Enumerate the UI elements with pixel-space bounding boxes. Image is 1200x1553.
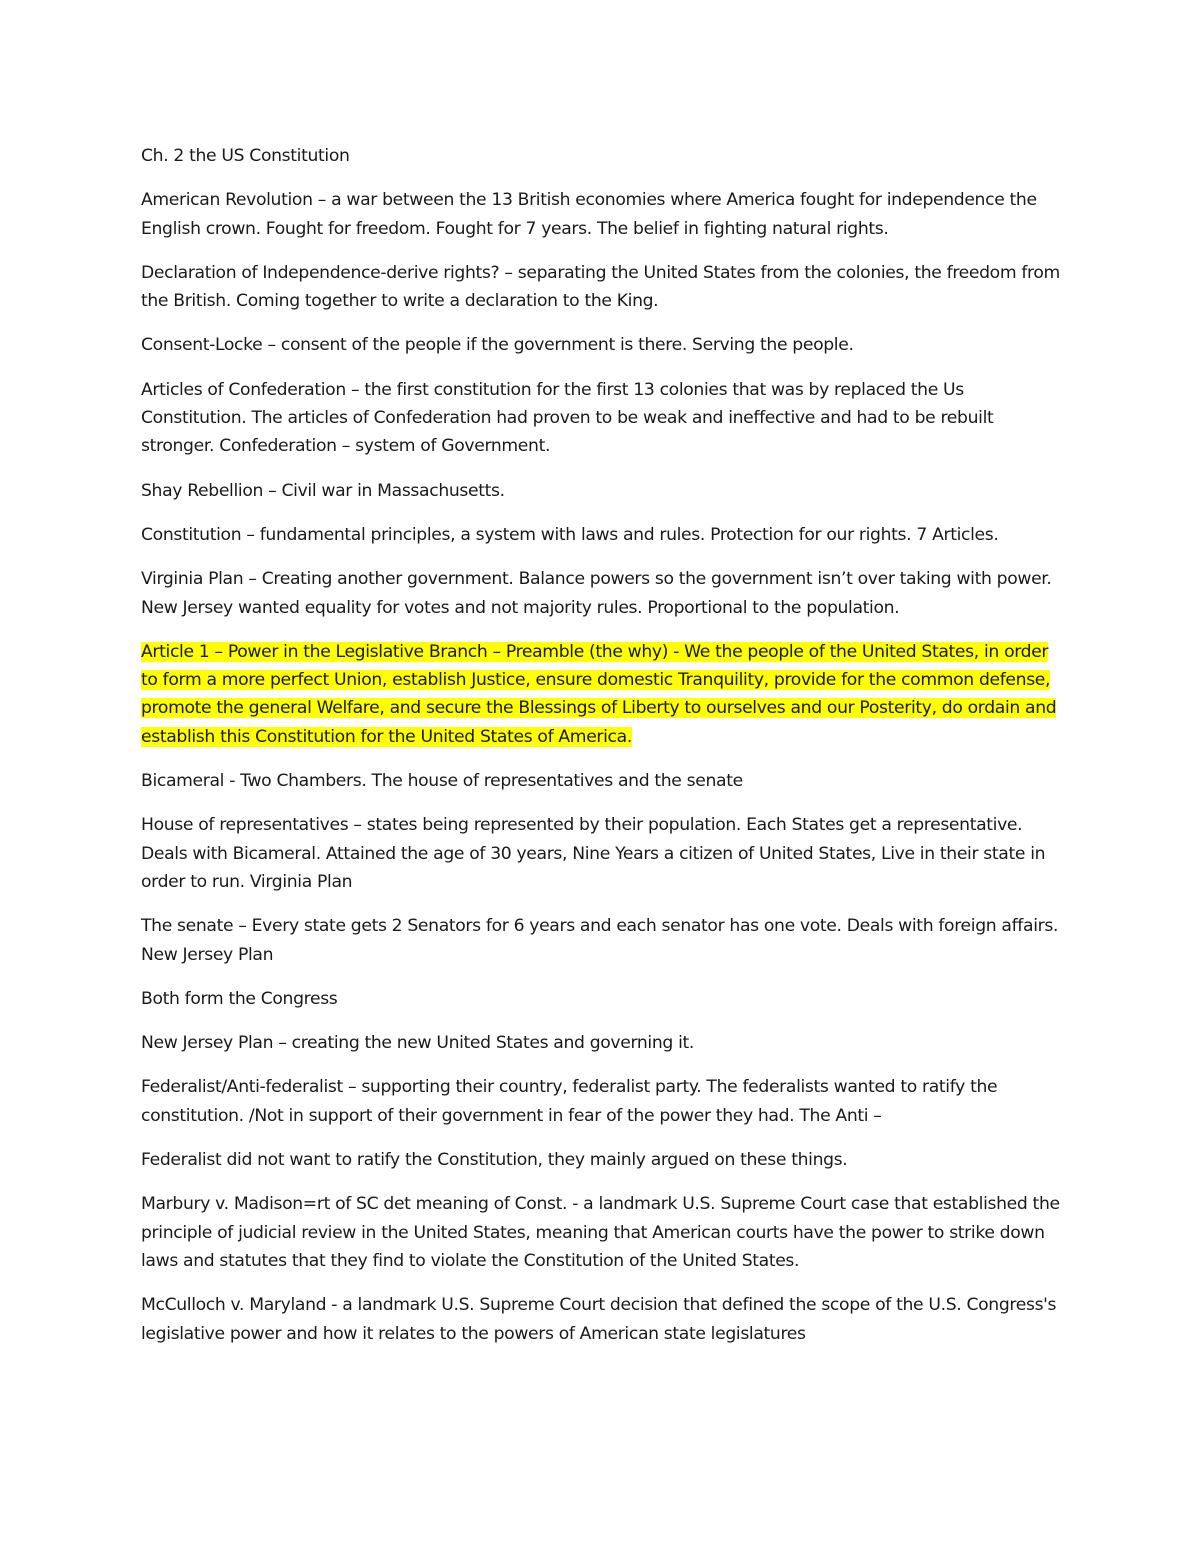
note-federalist-anti-federalist: Federalist/Anti-federalist – supporting their country, federalist party. The federalists wanted to ratify the constitution. /Not in support of their government in fear of the power they had. The Anti –: [141, 1077, 998, 1126]
note-article-1-preamble: [141, 638, 1061, 751]
note-american-revolution: American Revolution – a war between the 13 British economies where America fought for independence the English crown. Fought for freedom. Fought for 7 years. The belief in fighting natural rights.: [141, 190, 1037, 239]
document-title: Ch. 2 the US Constitution: [141, 146, 350, 166]
note-consent-locke: Consent-Locke – consent of the people if the government is there. Serving the people.: [141, 335, 854, 356]
note-house-of-representatives: House of representatives – states being represented by their population. Each States get a representative. Deals with Bicameral. Attained the age of 30 years, Nine Years a citizen of United States, Live in their state in order to run. Virginia Plan: [141, 815, 1046, 892]
note-the-senate: The senate – Every state gets 2 Senators for 6 years and each senator has one vote. Deals with foreign affairs. New Jersey Plan: [141, 916, 1059, 965]
note-mcculloch-v-maryland: McCulloch v. Maryland - a landmark U.S. Supreme Court decision that defined the scope of the U.S. Congress's legislative power and how it relates to the powers of American state legislatures: [141, 1295, 1057, 1344]
note-articles-of-confederation: Articles of Confederation – the first constitution for the first 13 colonies that was by replaced the Us Constitution. The articles of Confederation had proven to be weak and ineffective and had to be rebuilt stronger. Confederation – system of Government.: [141, 379, 994, 457]
note-bicameral: Bicameral - Two Chambers. The house of representatives and the senate: [141, 771, 743, 792]
note-congress: Both form the Congress: [141, 988, 338, 1009]
note-declaration-of-independence: Declaration of Independence-derive rights? – separating the United States from the colonies, the freedom from the British. Coming together to write a declaration to the King.: [141, 262, 1060, 312]
note-constitution: Constitution – fundamental principles, a system with laws and rules. Protection for our rights. 7 Articles.: [141, 524, 999, 545]
note-virginia-plan: Virginia Plan – Creating another government. Balance powers so the government isn’t over taking with power. New Jersey wanted equality for votes and not majority rules. Proportional to the population.: [141, 569, 1052, 618]
highlighted-text: Article 1 – Power in the Legislative Branch – Preamble (the why) - We the people of the United States, in order to form a more perfect Union, establish Justice, ensure domestic Tranquility, provide for the common defense, promote the general Welfare, and secure the Blessings of Liberty to ourselves and our Posterity, do ordain and establish this Constitution for the United States of America.: [141, 641, 1057, 747]
document-body: [141, 142, 1061, 1364]
note-shay-rebellion: Shay Rebellion – Civil war in Massachusetts.: [141, 480, 505, 501]
note-marbury-v-madison: Marbury v. Madison=rt of SC det meaning of Const. - a landmark U.S. Supreme Court case that established the principle of judicial review in the United States, meaning that American courts have the power to strike down laws and statutes that they find to violate the Constitution of the United States.: [141, 1194, 1060, 1271]
note-federalist-continued: Federalist did not want to ratify the Constitution, they mainly argued on these things.: [141, 1150, 848, 1171]
note-new-jersey-plan: New Jersey Plan – creating the new United States and governing it.: [141, 1033, 694, 1054]
